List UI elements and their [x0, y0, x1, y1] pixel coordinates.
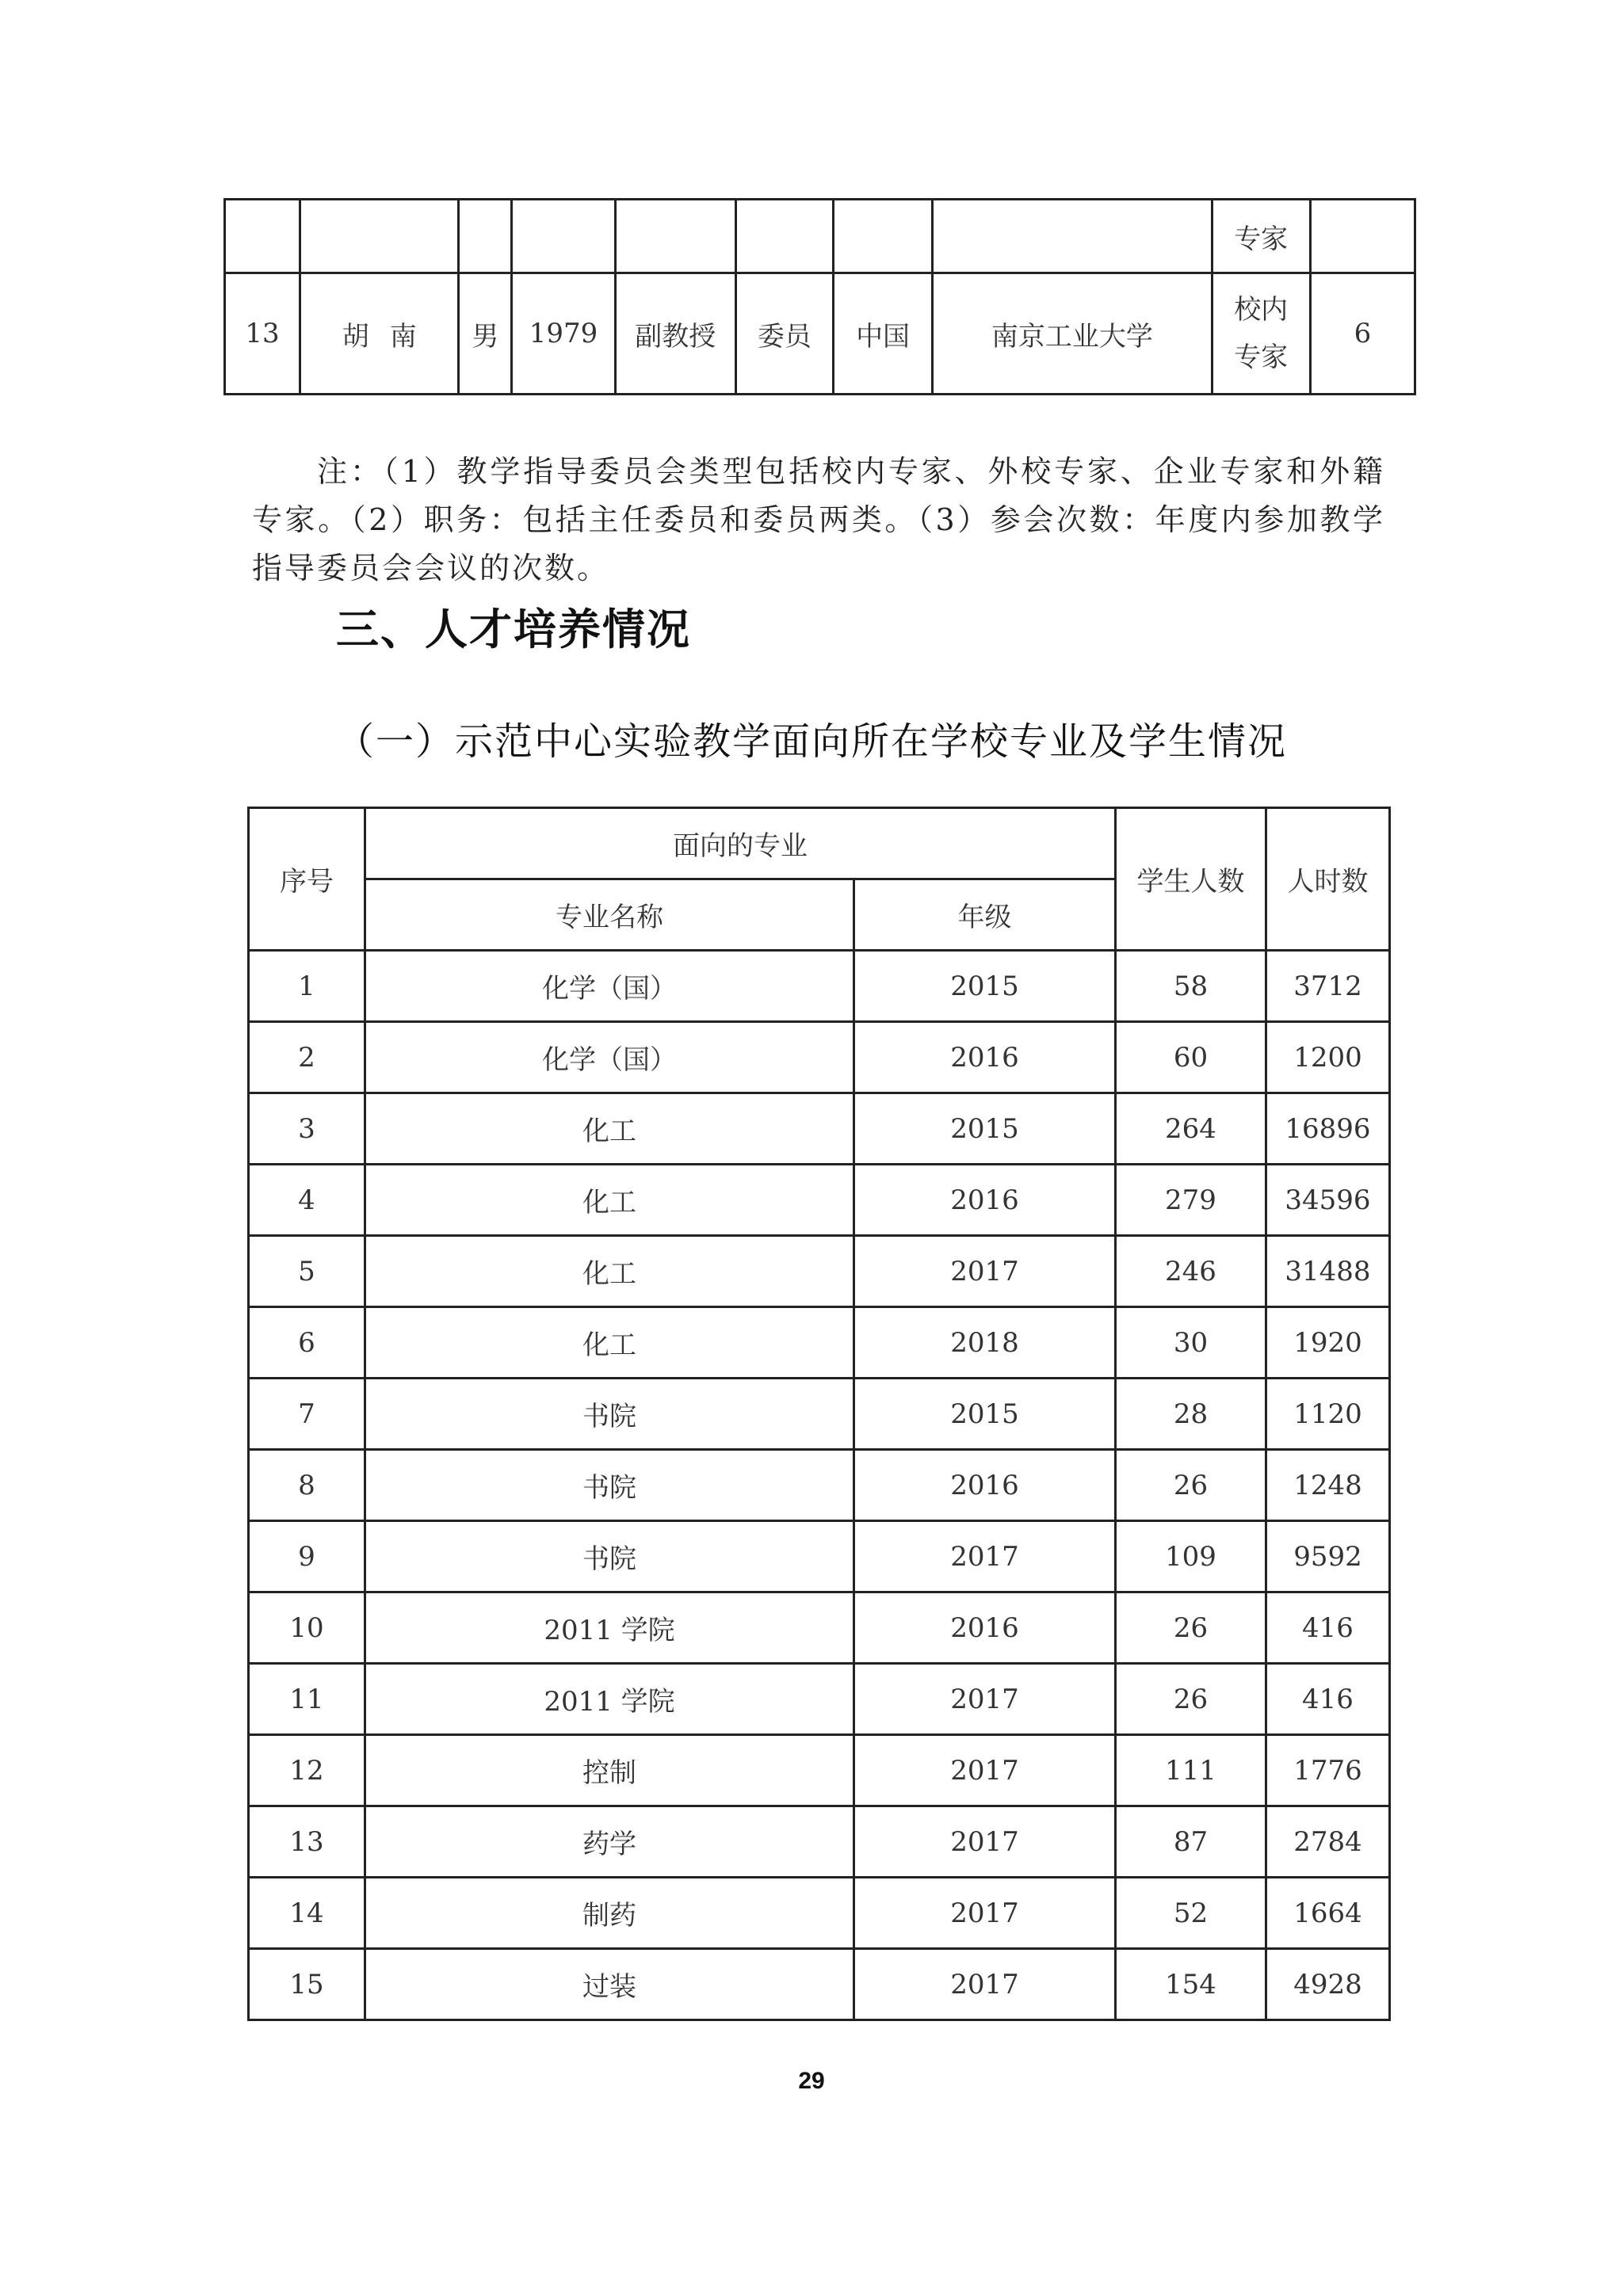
table-header-row: [249, 808, 1390, 879]
table-row: [249, 1093, 1390, 1165]
cell-hours: 1120: [1266, 1379, 1390, 1450]
majors-students-table: [247, 807, 1391, 2021]
cell-index: 9: [249, 1521, 365, 1592]
cell-major: 过装: [365, 1949, 854, 2020]
cell-major: 化学（国）: [365, 951, 854, 1022]
cell-major: 控制: [365, 1735, 854, 1806]
table-cell: [459, 200, 512, 273]
table-row: [225, 273, 1415, 395]
cell-students: 87: [1116, 1806, 1266, 1878]
cell-major: 书院: [365, 1379, 854, 1450]
cell-students: 58: [1116, 951, 1266, 1022]
cell-hours: 1248: [1266, 1450, 1390, 1521]
cell-hours: 16896: [1266, 1093, 1390, 1165]
cell-grade: 2017: [854, 1664, 1116, 1735]
table-row: [225, 200, 1415, 273]
cell-students: 26: [1116, 1664, 1266, 1735]
cell-index: 4: [249, 1165, 365, 1236]
cell-major: 化工: [365, 1236, 854, 1307]
cell-hours: 1920: [1266, 1307, 1390, 1379]
cell-hours: 31488: [1266, 1236, 1390, 1307]
cell-major: 化工: [365, 1307, 854, 1379]
cell-major: 2011 学院: [365, 1592, 854, 1664]
cell-grade: 2015: [854, 951, 1116, 1022]
row-index: 13: [225, 273, 300, 395]
cell-hours: 9592: [1266, 1521, 1390, 1592]
member-duty: 委员: [735, 273, 833, 395]
cell-hours: 416: [1266, 1664, 1390, 1735]
cell-index: 3: [249, 1093, 365, 1165]
cell-grade: 2017: [854, 1806, 1116, 1878]
table-row: [249, 1165, 1390, 1236]
header-index: 序号: [249, 808, 365, 951]
member-birth-year: 1979: [512, 273, 615, 395]
table-note: 注：（1）教学指导委员会类型包括校内专家、外校专家、企业专家和外籍专家。（2）职务：包括主任委员和委员两类。（3）参会次数：年度内参加教学指导委员会会议的次数。: [252, 454, 1385, 585]
table-row: [249, 1664, 1390, 1735]
cell-students: 154: [1116, 1949, 1266, 2020]
table-row: [249, 1379, 1390, 1450]
cell-grade: 2016: [854, 1592, 1116, 1664]
table-cell: [833, 200, 932, 273]
cell-hours: 416: [1266, 1592, 1390, 1664]
cell-index: 7: [249, 1379, 365, 1450]
member-gender: 男: [459, 273, 512, 395]
cell-students: 264: [1116, 1093, 1266, 1165]
cell-major: 书院: [365, 1521, 854, 1592]
cell-major: 化工: [365, 1165, 854, 1236]
cell-grade: 2015: [854, 1093, 1116, 1165]
cell-major: 化学（国）: [365, 1022, 854, 1093]
member-name-text: 胡南: [342, 320, 437, 353]
member-name: [300, 273, 459, 395]
cell-students: 111: [1116, 1735, 1266, 1806]
cell-index: 2: [249, 1022, 365, 1093]
cell-hours: 1664: [1266, 1878, 1390, 1949]
cell-major: 制药: [365, 1878, 854, 1949]
cell-major: 化工: [365, 1093, 854, 1165]
member-type: [1212, 273, 1310, 395]
cell-index: 13: [249, 1806, 365, 1878]
header-major-group: 面向的专业: [365, 808, 1116, 879]
cell-major: 书院: [365, 1450, 854, 1521]
member-meetings: 6: [1310, 273, 1415, 395]
cell-students: 52: [1116, 1878, 1266, 1949]
cell-hours: 34596: [1266, 1165, 1390, 1236]
cell-hours: 1776: [1266, 1735, 1390, 1806]
section-heading: 三、人才培养情况: [336, 605, 691, 654]
cell-grade: 2016: [854, 1450, 1116, 1521]
header-students: 学生人数: [1116, 808, 1266, 951]
table-cell: [735, 200, 833, 273]
table-cell: [225, 200, 300, 273]
cell-students: 246: [1116, 1236, 1266, 1307]
cell-grade: 2015: [854, 1379, 1116, 1450]
table-cell: [615, 200, 735, 273]
table-row: [249, 1735, 1390, 1806]
member-type-line2: 专家: [1234, 341, 1289, 373]
cell-grade: 2017: [854, 1878, 1116, 1949]
cell-hours: 3712: [1266, 951, 1390, 1022]
cell-index: 5: [249, 1236, 365, 1307]
table-row: [249, 1307, 1390, 1379]
cell-hours: 2784: [1266, 1806, 1390, 1878]
table-body: [249, 951, 1390, 2020]
table-row: [249, 951, 1390, 1022]
cell-grade: 2017: [854, 1949, 1116, 2020]
cell-index: 1: [249, 951, 365, 1022]
table-row: [249, 1022, 1390, 1093]
cell-hours: 1200: [1266, 1022, 1390, 1093]
cell-index: 14: [249, 1878, 365, 1949]
sub-heading: （一）示范中心实验教学面向所在学校专业及学生情况: [336, 719, 1288, 764]
table-cell: [512, 200, 615, 273]
table-row: [249, 1949, 1390, 2020]
page-number: 29: [798, 2068, 825, 2094]
table-row: [249, 1236, 1390, 1307]
cell-major: 药学: [365, 1806, 854, 1878]
header-grade: 年级: [854, 879, 1116, 951]
cell-grade: 2017: [854, 1236, 1116, 1307]
cell-students: 26: [1116, 1450, 1266, 1521]
table-cell: [1310, 200, 1415, 273]
member-country: 中国: [833, 273, 932, 395]
table-row: [249, 1450, 1390, 1521]
cell-major: 2011 学院: [365, 1664, 854, 1735]
table-cell: [933, 200, 1212, 273]
table-row: [249, 1592, 1390, 1664]
cell-index: 8: [249, 1450, 365, 1521]
cell-index: 12: [249, 1735, 365, 1806]
expert-table-continued: [223, 198, 1416, 395]
expert-type-cell: 专家: [1212, 200, 1310, 273]
member-institution: 南京工业大学: [933, 273, 1212, 395]
cell-students: 60: [1116, 1022, 1266, 1093]
header-hours: 人时数: [1266, 808, 1390, 951]
cell-hours: 4928: [1266, 1949, 1390, 2020]
header-major-name: 专业名称: [365, 879, 854, 951]
cell-grade: 2016: [854, 1022, 1116, 1093]
member-title: 副教授: [615, 273, 735, 395]
cell-index: 15: [249, 1949, 365, 2020]
member-type-line1: 校内: [1234, 294, 1289, 326]
cell-index: 11: [249, 1664, 365, 1735]
table-cell: [300, 200, 459, 273]
table-row: [249, 1806, 1390, 1878]
cell-index: 10: [249, 1592, 365, 1664]
cell-students: 30: [1116, 1307, 1266, 1379]
table-row: [249, 1521, 1390, 1592]
cell-grade: 2016: [854, 1165, 1116, 1236]
cell-students: 26: [1116, 1592, 1266, 1664]
cell-grade: 2017: [854, 1521, 1116, 1592]
cell-students: 28: [1116, 1379, 1266, 1450]
cell-students: 109: [1116, 1521, 1266, 1592]
cell-grade: 2018: [854, 1307, 1116, 1379]
cell-grade: 2017: [854, 1735, 1116, 1806]
cell-students: 279: [1116, 1165, 1266, 1236]
cell-index: 6: [249, 1307, 365, 1379]
table-row: [249, 1878, 1390, 1949]
